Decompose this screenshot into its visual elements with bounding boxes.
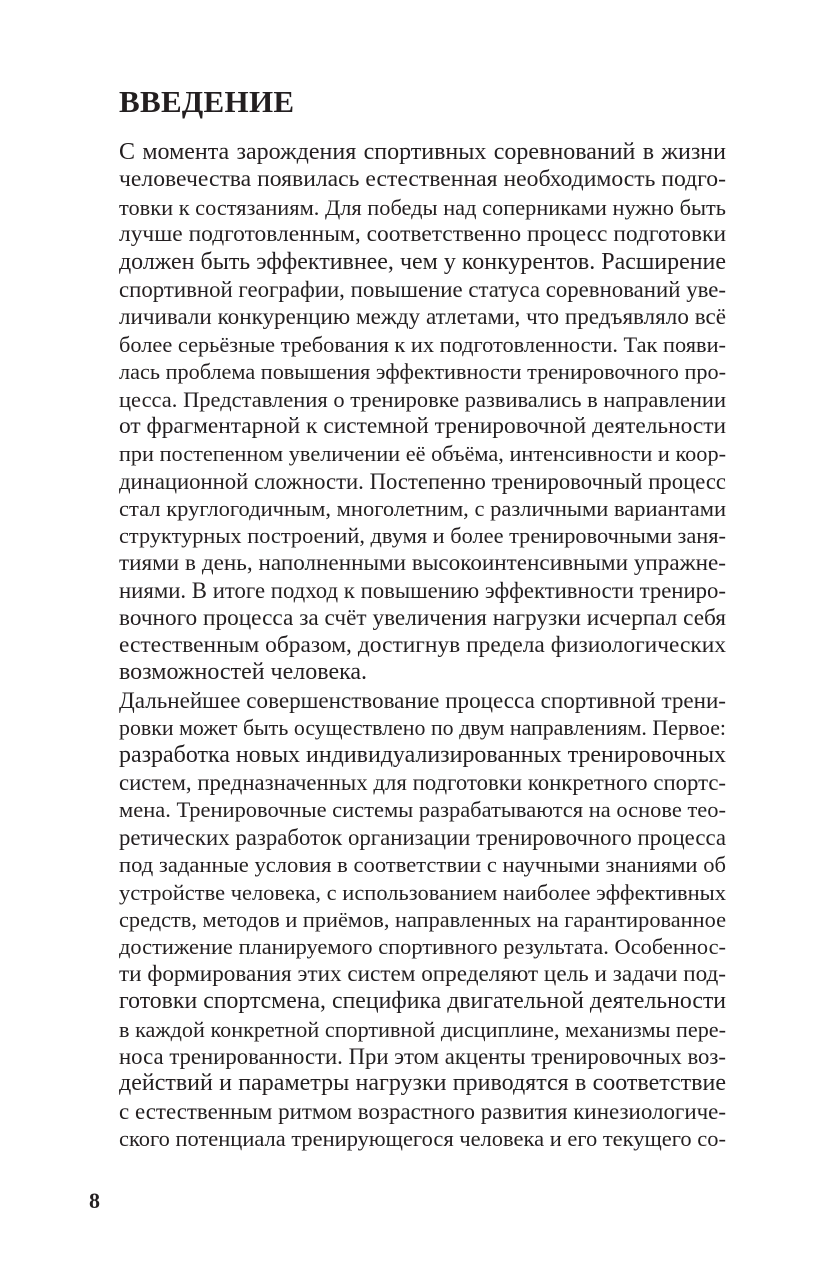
text-line: товки к состязаниям. Для победы над соперниками нужно быть	[119, 194, 726, 220]
paragraph-2	[119, 687, 726, 1153]
text-line: действий и параметры нагрузки приводятся в соответствие	[119, 1070, 726, 1097]
text-line: динационной сложности. Постепенно тренировочный процесс	[119, 468, 726, 494]
text-line: Дальнейшее совершенствование процесса спортивной трени-	[119, 686, 726, 713]
page-number: 8	[89, 1188, 100, 1213]
text-line: должен быть эффективнее, чем у конкурентов. Расширение	[119, 248, 726, 275]
text-line: цесса. Представления о тренировке развивались в направлении	[119, 386, 726, 412]
text-line: ти формирования этих систем определяют цель и задачи под-	[119, 960, 726, 987]
text-line: при постепенном увеличении её объёма, интенсивности и коор-	[119, 441, 726, 467]
text-line: человечества появилась естественная необходимость подго-	[119, 166, 726, 193]
text-line: устройстве человека, с использованием наиболее эффективных	[119, 879, 726, 905]
text-line: готовки спортсмена, специфика двигательной деятельности	[119, 988, 726, 1015]
text-line: структурных построений, двумя и более тренировочными заня-	[119, 523, 726, 549]
text-line: лась проблема повышения эффективности тренировочного про-	[119, 359, 726, 385]
text-line: более серьёзные требования к их подготовленности. Так появи-	[119, 331, 726, 357]
text-line: С момента зарождения спортивных соревнований в жизни	[119, 139, 726, 165]
text-line: ровки может быть осуществлено по двум направлениям. Первое:	[119, 715, 726, 741]
paragraph-1	[119, 139, 726, 687]
text-line: ского потенциала тренирующегося человека и его текущего со-	[119, 1126, 726, 1152]
text-line: лучше подготовленным, соответственно процесс подготовки	[119, 221, 726, 248]
text-line: в каждой конкретной спортивной дисциплине, механизмы пере-	[119, 1016, 726, 1042]
body-text	[119, 139, 726, 1152]
text-line: тиями в день, наполненными высокоинтенсивными упражне-	[119, 549, 726, 576]
text-line: от фрагментарной к системной тренировочной деятельности	[119, 412, 726, 439]
text-line: вочного процесса за счёт увеличения нагрузки исчерпал себя	[119, 604, 726, 631]
text-line: носа тренированности. При этом акценты тренировочных воз-	[119, 1043, 726, 1069]
text-line: достижение планируемого спортивного результата. Особеннос-	[119, 934, 726, 960]
chapter-heading: ВВЕДЕНИЕ	[119, 84, 295, 119]
text-line: стал круглогодичным, многолетним, с различными вариантами	[119, 496, 726, 522]
text-line: ниями. В итоге подход к повышению эффективности трениро-	[119, 578, 726, 604]
text-line: разработка новых индивидуализированных тренировочных	[119, 741, 726, 768]
text-line: ретических разработок организации тренировочного процесса	[119, 824, 726, 850]
text-line: под заданные условия в соответствии с научными знаниями об	[119, 852, 726, 878]
text-line: естественным образом, достигнув предела физиологических	[119, 632, 726, 659]
text-line: спортивной географии, повышение статуса соревнований уве-	[119, 276, 726, 302]
text-line: систем, предназначенных для подготовки конкретного спортс-	[119, 769, 726, 795]
text-line: мена. Тренировочные системы разрабатываются на основе тео-	[119, 797, 726, 823]
text-line: возможностей человека.	[119, 659, 368, 686]
text-line: с естественным ритмом возрастного развития кинезиологиче-	[119, 1098, 726, 1124]
text-line: средств, методов и приёмов, направленных на гарантированное	[119, 906, 726, 932]
text-line: личивали конкуренцию между атлетами, что предъявляло всё	[119, 303, 726, 330]
